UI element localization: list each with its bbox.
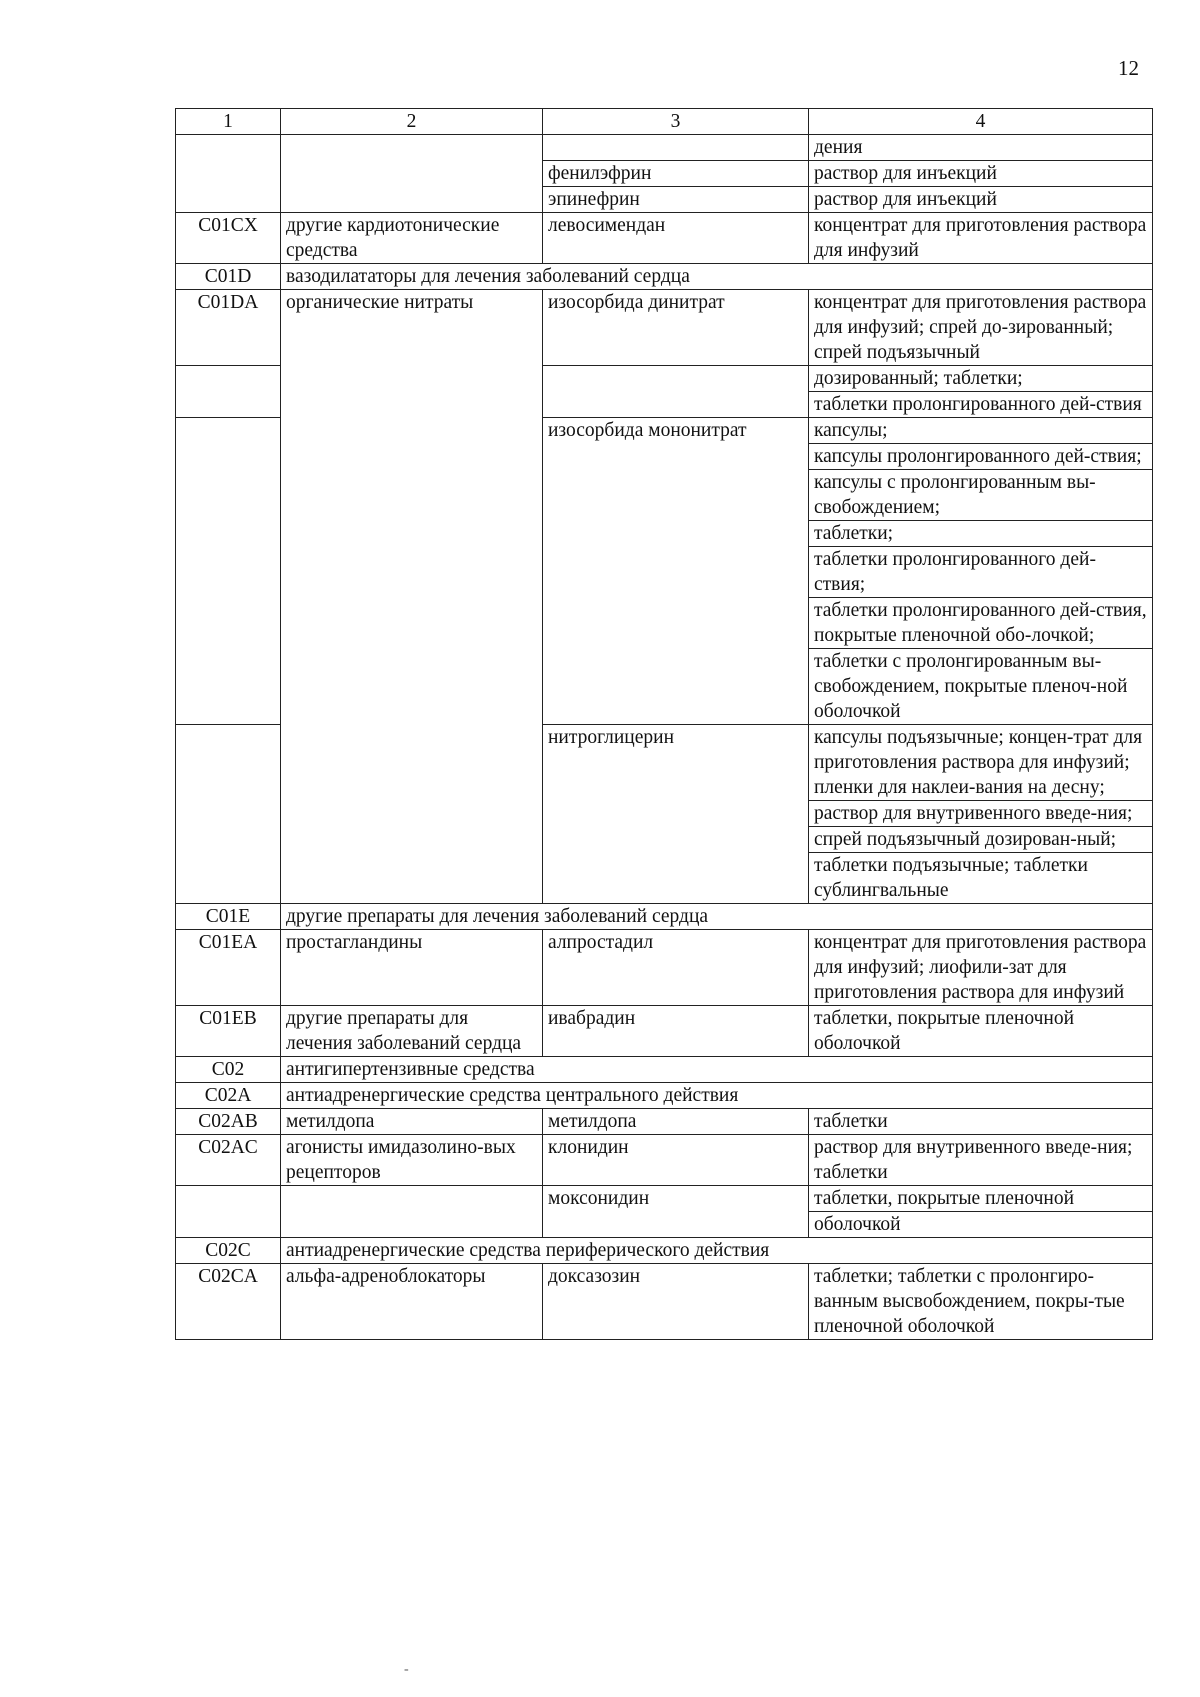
atc-code-cell — [176, 725, 281, 904]
atc-code-cell: C02CA — [176, 1264, 281, 1340]
page-number: 12 — [1118, 56, 1139, 80]
group-cell: другие кардиотонические средства — [281, 213, 543, 264]
group-heading-cell: антигипертензивные средства — [281, 1057, 1153, 1083]
form-cell: таблетки пролонгированного дей-ствия, покрытые пленочной обо-лочкой; — [809, 598, 1153, 649]
table-row — [176, 264, 1153, 290]
form-cell: концентрат для приготовления раствора для инфузий — [809, 213, 1153, 264]
drug-cell: доксазозин — [543, 1264, 809, 1340]
form-cell: оболочкой — [809, 1212, 1153, 1238]
atc-code-cell: C01EB — [176, 1006, 281, 1057]
drug-cell: клонидин — [543, 1135, 809, 1186]
atc-code-cell: C01DA — [176, 290, 281, 366]
atc-code-cell — [176, 135, 281, 213]
group-cell: простагландины — [281, 930, 543, 1006]
drug-cell: изосорбида мононитрат — [543, 418, 809, 725]
form-cell: капсулы пролонгированного дей-ствия; — [809, 444, 1153, 470]
form-cell: таблетки пролонгированного дей-ствия — [809, 392, 1153, 418]
header-col-4: 4 — [809, 109, 1153, 135]
atc-code-cell — [176, 1186, 281, 1238]
form-cell: таблетки подъязычные; таблетки сублингвальные — [809, 853, 1153, 904]
drug-cell: алпростадил — [543, 930, 809, 1006]
table-row — [176, 213, 1153, 264]
form-cell: таблетки, покрытые пленочной оболочкой — [809, 1006, 1153, 1057]
drug-cell: фенилэфрин — [543, 161, 809, 187]
form-cell: капсулы; — [809, 418, 1153, 444]
drug-cell: левосимендан — [543, 213, 809, 264]
drug-table — [175, 108, 1153, 1340]
group-heading-cell: антиадренергические средства периферического действия — [281, 1238, 1153, 1264]
header-col-1: 1 — [176, 109, 281, 135]
form-cell: спрей подъязычный дозирован-ный; — [809, 827, 1153, 853]
table-row — [176, 1006, 1153, 1057]
atc-code-cell: C02 — [176, 1057, 281, 1083]
atc-code-cell: C01EA — [176, 930, 281, 1006]
footer-mark: - — [404, 1662, 409, 1677]
table-row — [176, 930, 1153, 1006]
atc-code-cell: C02C — [176, 1238, 281, 1264]
form-cell: таблетки с пролонгированным вы-свобождением, покрытые пленоч-ной оболочкой — [809, 649, 1153, 725]
group-cell: другие препараты для лечения заболеваний сердца — [281, 1006, 543, 1057]
form-cell: концентрат для приготовления раствора для инфузий; спрей до-зированный; спрей подъязычный — [809, 290, 1153, 366]
header-row — [176, 109, 1153, 135]
form-cell: раствор для внутривенного введе-ния; — [809, 801, 1153, 827]
drug-cell: нитроглицерин — [543, 725, 809, 904]
drug-cell: моксонидин — [543, 1186, 809, 1238]
atc-code-cell: C02A — [176, 1083, 281, 1109]
header-col-2: 2 — [281, 109, 543, 135]
group-cell: метилдопа — [281, 1109, 543, 1135]
table-row — [176, 1186, 1153, 1212]
group-heading-cell: другие препараты для лечения заболеваний сердца — [281, 904, 1153, 930]
form-cell: раствор для инъекций — [809, 161, 1153, 187]
form-cell: таблетки пролонгированного дей-ствия; — [809, 547, 1153, 598]
header-col-3: 3 — [543, 109, 809, 135]
table-row — [176, 1135, 1153, 1186]
group-cell: агонисты имидазолино-вых рецепторов — [281, 1135, 543, 1186]
form-cell: раствор для инъекций — [809, 187, 1153, 213]
atc-code-cell: C01D — [176, 264, 281, 290]
drug-cell: изосорбида динитрат — [543, 290, 809, 366]
form-cell: раствор для внутривенного введе-ния; таблетки — [809, 1135, 1153, 1186]
group-heading-cell: антиадренергические средства центрального действия — [281, 1083, 1153, 1109]
table-row — [176, 135, 1153, 161]
atc-code-cell: C02AB — [176, 1109, 281, 1135]
form-cell: концентрат для приготовления раствора для инфузий; лиофили-зат для приготовления раствора для инфузий — [809, 930, 1153, 1006]
table-row — [176, 904, 1153, 930]
table-row — [176, 1238, 1153, 1264]
group-cell — [281, 1186, 543, 1238]
table-row — [176, 1264, 1153, 1340]
drug-cell — [543, 366, 809, 418]
drug-cell: эпинефрин — [543, 187, 809, 213]
form-cell: дения — [809, 135, 1153, 161]
form-cell: капсулы с пролонгированным вы-свобождением; — [809, 470, 1153, 521]
drug-cell: ивабрадин — [543, 1006, 809, 1057]
atc-code-cell — [176, 418, 281, 725]
group-cell: альфа-адреноблокаторы — [281, 1264, 543, 1340]
form-cell: дозированный; таблетки; — [809, 366, 1153, 392]
table-row — [176, 1083, 1153, 1109]
table-row — [176, 290, 1153, 366]
atc-code-cell: C01E — [176, 904, 281, 930]
atc-code-cell: C02AC — [176, 1135, 281, 1186]
drug-cell — [543, 135, 809, 161]
form-cell: таблетки; таблетки с пролонгиро-ванным высвобождением, покры-тые пленочной оболочкой — [809, 1264, 1153, 1340]
form-cell: капсулы подъязычные; концен-трат для приготовления раствора для инфузий; пленки для наклеи-вания на десну; — [809, 725, 1153, 801]
group-cell — [281, 135, 543, 213]
table-row — [176, 1057, 1153, 1083]
form-cell: таблетки; — [809, 521, 1153, 547]
atc-code-cell: C01CX — [176, 213, 281, 264]
table-row — [176, 1109, 1153, 1135]
atc-code-cell — [176, 366, 281, 418]
form-cell: таблетки, покрытые пленочной — [809, 1186, 1153, 1212]
group-heading-cell: вазодилататоры для лечения заболеваний сердца — [281, 264, 1153, 290]
drug-cell: метилдопа — [543, 1109, 809, 1135]
group-cell: органические нитраты — [281, 290, 543, 904]
form-cell: таблетки — [809, 1109, 1153, 1135]
